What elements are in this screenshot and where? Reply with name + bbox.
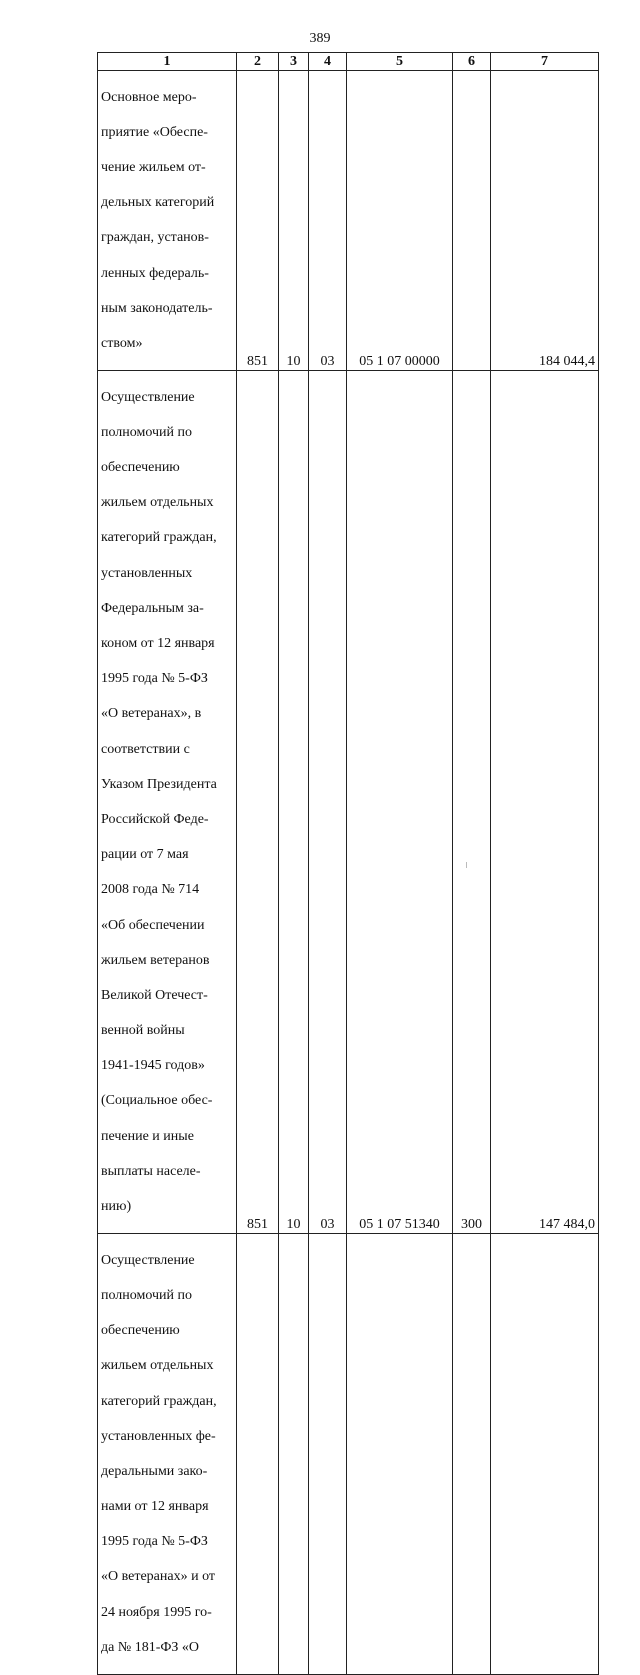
- row-name-line: граждан, установ-: [101, 230, 209, 246]
- scan-artifact: [466, 862, 467, 868]
- table-row: [98, 371, 599, 1234]
- section-code-cell: 10: [279, 371, 309, 1234]
- row-name-line: категорий граждан,: [101, 530, 217, 546]
- expense-type-cell: 300: [453, 371, 491, 1234]
- ministry-code-cell: 851: [237, 71, 279, 371]
- row-name-line: ленных федераль-: [101, 265, 209, 281]
- table-row: [98, 71, 599, 371]
- row-name-line: Великой Отечест-: [101, 987, 208, 1003]
- row-name-line: Осуществление: [101, 1252, 195, 1268]
- row-name-line: ным законодатель-: [101, 300, 213, 316]
- row-name-line: Осуществление: [101, 389, 195, 405]
- row-name-line: жильем отдельных: [101, 1358, 214, 1374]
- column-header-5: 5: [347, 53, 453, 71]
- row-name-cell: [98, 1234, 237, 1675]
- row-name-line: 1995 года № 5-ФЗ: [101, 671, 208, 687]
- row-name-line: 1941-1945 годов»: [101, 1058, 205, 1074]
- row-name-line: жильем отдельных: [101, 495, 214, 511]
- row-name-line: Основное меро-: [101, 89, 197, 105]
- section-code-cell: 10: [279, 71, 309, 371]
- row-name-line: коном от 12 января: [101, 636, 215, 651]
- budget-table: [97, 52, 599, 1675]
- row-name-line: выплаты населе-: [101, 1163, 201, 1179]
- column-header-1: 1: [98, 53, 237, 71]
- row-name-line: 24 ноября 1995 го-: [101, 1604, 212, 1620]
- ministry-code-cell: 851: [237, 371, 279, 1234]
- amount-cell: 184 044,4: [491, 71, 599, 371]
- row-name-line: чение жильем от-: [101, 159, 206, 175]
- target-article-cell: 05 1 07 00000: [347, 71, 453, 371]
- row-name-line: нию): [101, 1199, 132, 1214]
- row-name-line: Указом Президента: [101, 776, 217, 792]
- row-name-line: 1995 года № 5-ФЗ: [101, 1534, 208, 1550]
- row-name-line: Российской Феде-: [101, 811, 209, 827]
- target-article-cell: [347, 1234, 453, 1675]
- amount-cell: 147 484,0: [491, 371, 599, 1234]
- row-name-line: рации от 7 мая: [101, 847, 189, 863]
- row-name-line: деральными зако-: [101, 1463, 208, 1479]
- column-header-4: 4: [309, 53, 347, 71]
- row-name-line: нами от 12 января: [101, 1499, 209, 1515]
- row-name-line: печение и иные: [101, 1128, 194, 1144]
- target-article-cell: 05 1 07 51340: [347, 371, 453, 1234]
- subsection-code-cell: 03: [309, 71, 347, 371]
- row-name-cell: [98, 71, 237, 371]
- section-code-cell: [279, 1234, 309, 1675]
- row-name-line: «Об обеспечении: [101, 917, 205, 933]
- amount-cell: [491, 1234, 599, 1675]
- column-header-2: 2: [237, 53, 279, 71]
- row-name-line: ством»: [101, 335, 143, 351]
- column-header-7: 7: [491, 53, 599, 71]
- row-name-line: приятие «Обеспе-: [101, 124, 208, 140]
- row-name-line: да № 181-ФЗ «О: [101, 1639, 200, 1655]
- row-name-line: «О ветеранах» и от: [101, 1569, 216, 1585]
- row-name-line: дельных категорий: [101, 195, 215, 211]
- row-name-line: полномочий по: [101, 1287, 193, 1303]
- ministry-code-cell: [237, 1234, 279, 1675]
- row-name-line: установленных фе-: [101, 1428, 216, 1444]
- row-name-line: Федеральным за-: [101, 600, 204, 616]
- row-name-line: установленных: [101, 565, 193, 581]
- row-name-line: (Социальное обес-: [101, 1093, 213, 1109]
- table-row: [98, 1234, 599, 1675]
- row-name-line: венной войны: [101, 1023, 185, 1039]
- column-header-3: 3: [279, 53, 309, 71]
- row-name-line: полномочий по: [101, 424, 193, 440]
- row-name-cell: [98, 371, 237, 1234]
- row-name-line: 2008 года № 714: [101, 882, 200, 898]
- row-name-line: обеспечению: [101, 460, 180, 476]
- row-name-line: «О ветеранах», в: [101, 706, 202, 722]
- header-row: [98, 53, 599, 71]
- column-header-6: 6: [453, 53, 491, 71]
- row-name-line: соответствии с: [101, 741, 190, 757]
- expense-type-cell: [453, 1234, 491, 1675]
- row-name-line: жильем ветеранов: [101, 952, 210, 968]
- row-name-line: категорий граждан,: [101, 1393, 217, 1409]
- subsection-code-cell: [309, 1234, 347, 1675]
- row-name-line: обеспечению: [101, 1323, 180, 1339]
- page-number: 389: [309, 31, 331, 46]
- expense-type-cell: [453, 71, 491, 371]
- subsection-code-cell: 03: [309, 371, 347, 1234]
